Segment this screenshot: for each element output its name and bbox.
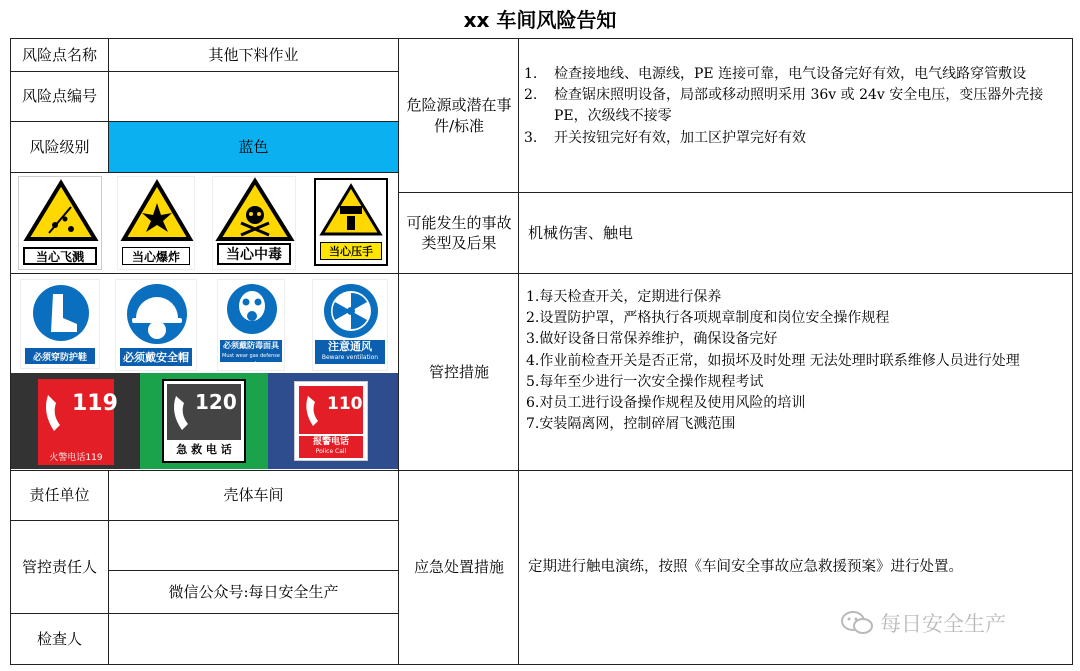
list-item: 5.每年至少进行一次安全操作规程考试 [526, 373, 764, 390]
splash-icon [19, 177, 103, 243]
phone-icon [303, 394, 327, 428]
fire-phone-sign [38, 379, 118, 465]
list-item: 1.每天检查开关，定期进行保养 [526, 289, 722, 305]
skull-icon [213, 177, 297, 243]
accident-label: 可能发生的事故类型及后果 [406, 213, 512, 252]
list-item [524, 64, 1066, 85]
gas-mask-sign [217, 279, 285, 371]
list-item: 4.作业前检查开关是否正常，如损坏及时处理 无法处理时联系维修人员进行处理 [526, 352, 1020, 369]
watermark-text: 每日安全生产 [880, 612, 1006, 636]
item-number: 1. [524, 66, 538, 82]
risk-name-label: 风险点名称 [21, 45, 97, 64]
emergency-value: 定期进行触电演练，按照《车间安全事故应急救援预案》进行处置。 [528, 558, 963, 575]
ventilation-sign [312, 279, 388, 371]
col-divider [518, 38, 519, 665]
list-item: 6.对员工进行设备操作规程及使用风险的培训 [526, 395, 806, 412]
sign-label: 当心飞溅 [23, 247, 97, 265]
col-divider [398, 38, 399, 665]
phone-sign-inner [299, 386, 363, 434]
phone-number: 110 [327, 394, 363, 414]
fan-icon [313, 280, 389, 342]
phone-label: 急 救 电 话 [176, 443, 232, 456]
list-item [524, 128, 1066, 149]
hazard-label: 危险源或潜在事件/标准 [406, 96, 512, 135]
phone-icon [42, 393, 72, 433]
helmet-icon [116, 280, 198, 348]
unit-value: 壳体车间 [223, 486, 284, 505]
sign-label: 当心爆炸 [122, 247, 190, 265]
row-divider [10, 273, 1072, 274]
phone-icon [170, 394, 198, 432]
unit-label: 责任单位 [29, 486, 90, 505]
list-item [524, 85, 1066, 127]
risk-no-value [109, 72, 398, 121]
item-number: 2. [524, 87, 538, 104]
phone-number: 120 [195, 390, 237, 414]
item-text: 开关按钮完好有效，加工区护罩完好有效 [554, 129, 806, 146]
emergency-label: 应急处置措施 [413, 558, 504, 577]
ambulance-phone-sign [162, 379, 246, 463]
risk-no-label: 风险点编号 [21, 87, 97, 106]
phone-sign-inner [167, 384, 241, 440]
person-note: 微信公众号:每日安全生产 [168, 582, 339, 601]
row-divider [10, 172, 398, 173]
wechat-icon [840, 610, 874, 636]
list-item: 2.设置防护罩，严格执行各项规章制度和岗位安全操作规程 [526, 310, 890, 327]
fire-phone-panel [11, 373, 140, 469]
gas-mask-icon [218, 280, 286, 338]
police-phone-panel [268, 373, 398, 469]
safety-helmet-sign [115, 279, 197, 371]
sign-label-box [220, 340, 282, 367]
item-text: 检查锯床照明设备，局部或移动照明采用 36v 或 24v 安全电压，变压器外壳接 PE，次级线不接零 [554, 87, 1044, 125]
hazard-list [524, 64, 1066, 149]
table-border-right [1072, 38, 1073, 665]
item-text: 检查接地线、电源线，PE 连接可靠，电气设备完好有效，电气线路穿管敷设 [554, 66, 1027, 82]
sign-label: 必须戴安全帽 [120, 348, 192, 366]
risk-level-label: 风险级别 [29, 137, 90, 156]
protective-shoes-sign [20, 279, 100, 369]
sign-label: 当心压手 [320, 242, 382, 260]
phone-label: 火警电话119 [49, 453, 103, 463]
phone-label-box [299, 436, 363, 458]
sign-label: 必须戴防毒面具 [223, 341, 279, 350]
control-list [526, 287, 1066, 435]
explosion-icon [118, 177, 196, 243]
checker-label: 检查人 [36, 629, 82, 648]
risk-level-value: 蓝色 [238, 137, 269, 156]
item-number: 3. [524, 129, 538, 146]
sign-sublabel: Must wear gas defense mask [222, 353, 280, 367]
phone-sublabel: Police Call [315, 448, 347, 455]
boot-icon [21, 280, 101, 346]
watermark [840, 608, 1006, 638]
accident-value: 机械伤害、触电 [528, 223, 634, 242]
poison-warning-sign [212, 176, 296, 270]
splash-warning-sign [18, 176, 102, 270]
person-label: 管控责任人 [21, 557, 97, 576]
hand-press-icon [316, 180, 386, 240]
explosion-warning-sign [117, 176, 195, 270]
ambulance-phone-panel [140, 373, 268, 469]
control-label: 管控措施 [428, 362, 489, 381]
police-phone-sign [294, 381, 368, 461]
sign-label: 注意通风 [328, 340, 372, 353]
risk-name-value: 其他下料作业 [208, 45, 299, 64]
list-item: 7.安装隔离网，控制碎屑飞溅范围 [526, 416, 736, 433]
page-title: xx 车间风险告知 [463, 8, 617, 32]
sign-sublabel: Beware ventilation [321, 354, 379, 361]
table-border-bottom [10, 664, 1072, 665]
phone-number: 119 [72, 391, 118, 416]
phone-label: 报警电话 [312, 437, 349, 447]
list-item: 3.做好设备日常保养维护，确保设备完好 [526, 331, 778, 348]
sign-label-box [315, 340, 385, 364]
sign-label: 必须穿防护鞋 [25, 348, 95, 364]
crush-hand-warning-sign [314, 178, 388, 266]
sign-label: 当心中毒 [217, 243, 291, 265]
